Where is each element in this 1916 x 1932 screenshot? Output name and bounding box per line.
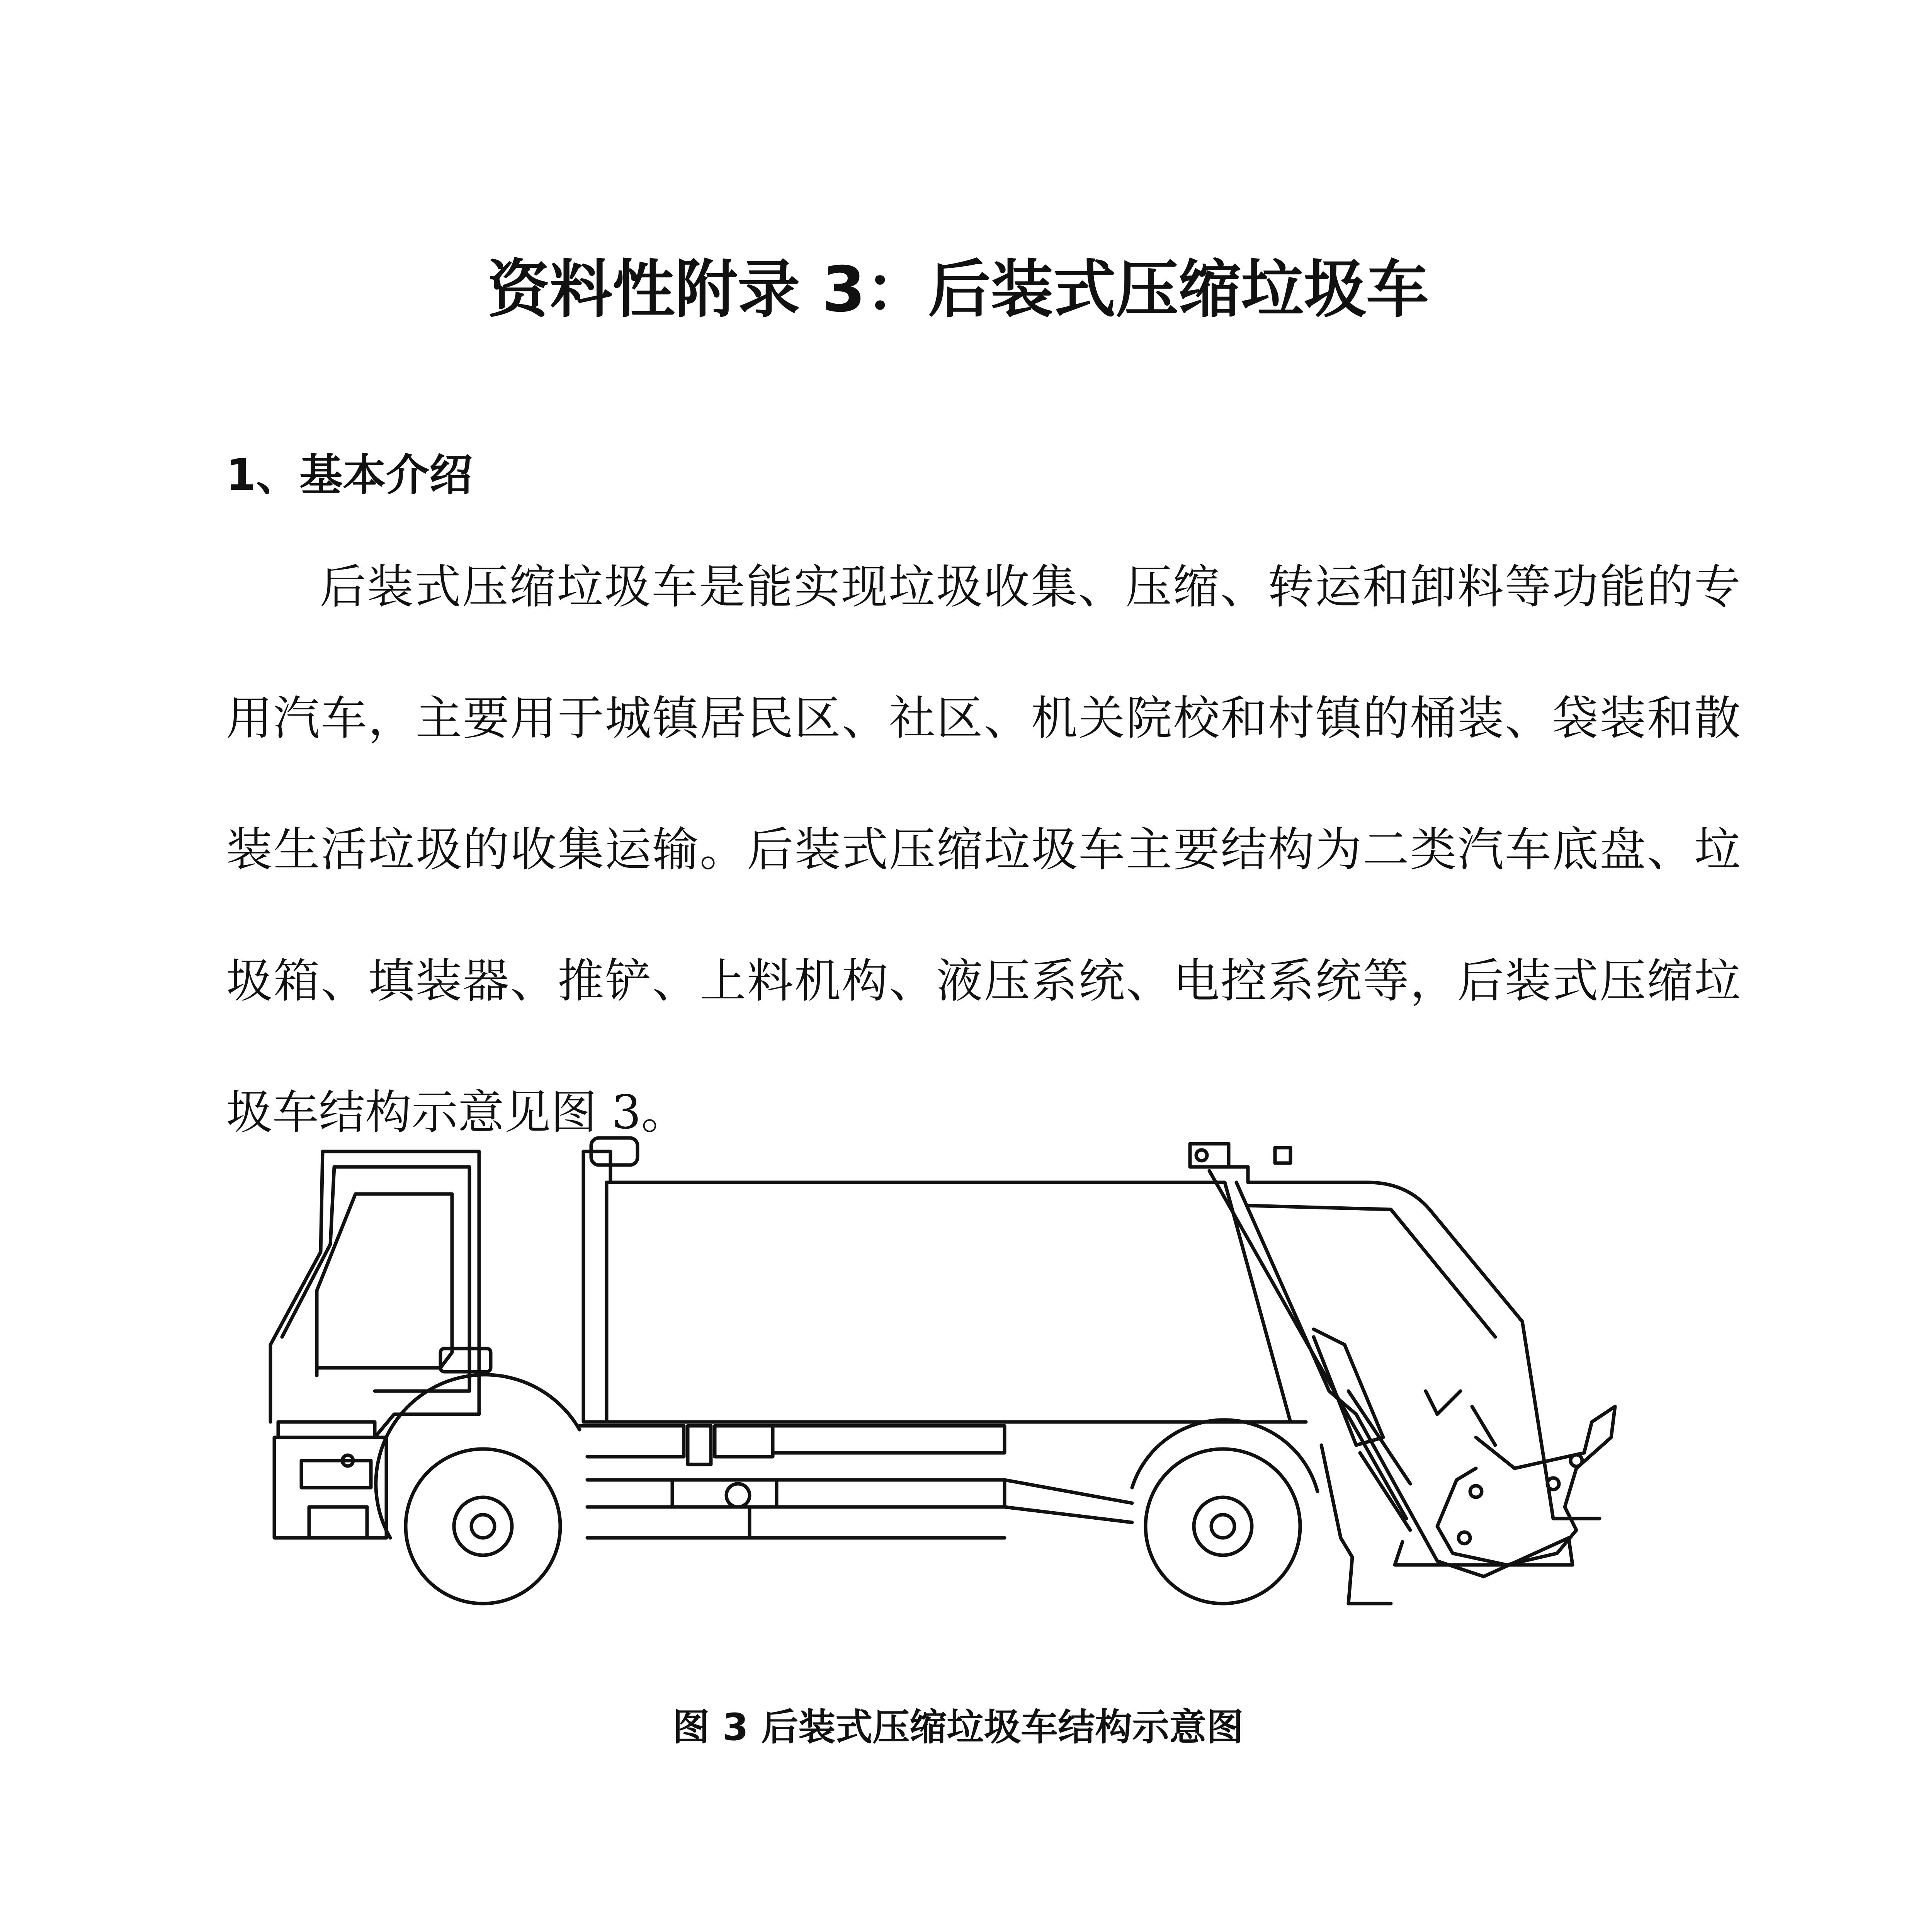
rear-loader	[1190, 1144, 1615, 1604]
section-1-text: 后装式压缩垃圾车是能实现垃圾收集、压缩、转运和卸料等功能的专用汽车，主要用于城镇居民区、社区、机关院校和村镇的桶装、袋装和散装生活垃圾的收集运输。后装式压缩垃圾车主要结构为二类汽车底盘、垃圾箱、填装器、推铲、上料机构、液压系统、电控系统等，后装式压缩垃圾车结构示意见图 3。	[226, 560, 1741, 1139]
garbage-truck-diagram	[247, 1121, 1692, 1638]
chassis-frame	[580, 1426, 1132, 1538]
section-1-heading: 1、基本介绍	[226, 450, 473, 500]
truck-cab	[270, 1151, 491, 1538]
rear-wheel	[1132, 1420, 1318, 1604]
section-1-paragraph	[226, 522, 1741, 1179]
figure-caption: 图 3 后装式压缩垃圾车结构示意图	[672, 1706, 1244, 1749]
page-title: 资料性附录 3：后装式压缩垃圾车	[487, 253, 1429, 326]
garbage-box	[583, 1138, 1306, 1422]
